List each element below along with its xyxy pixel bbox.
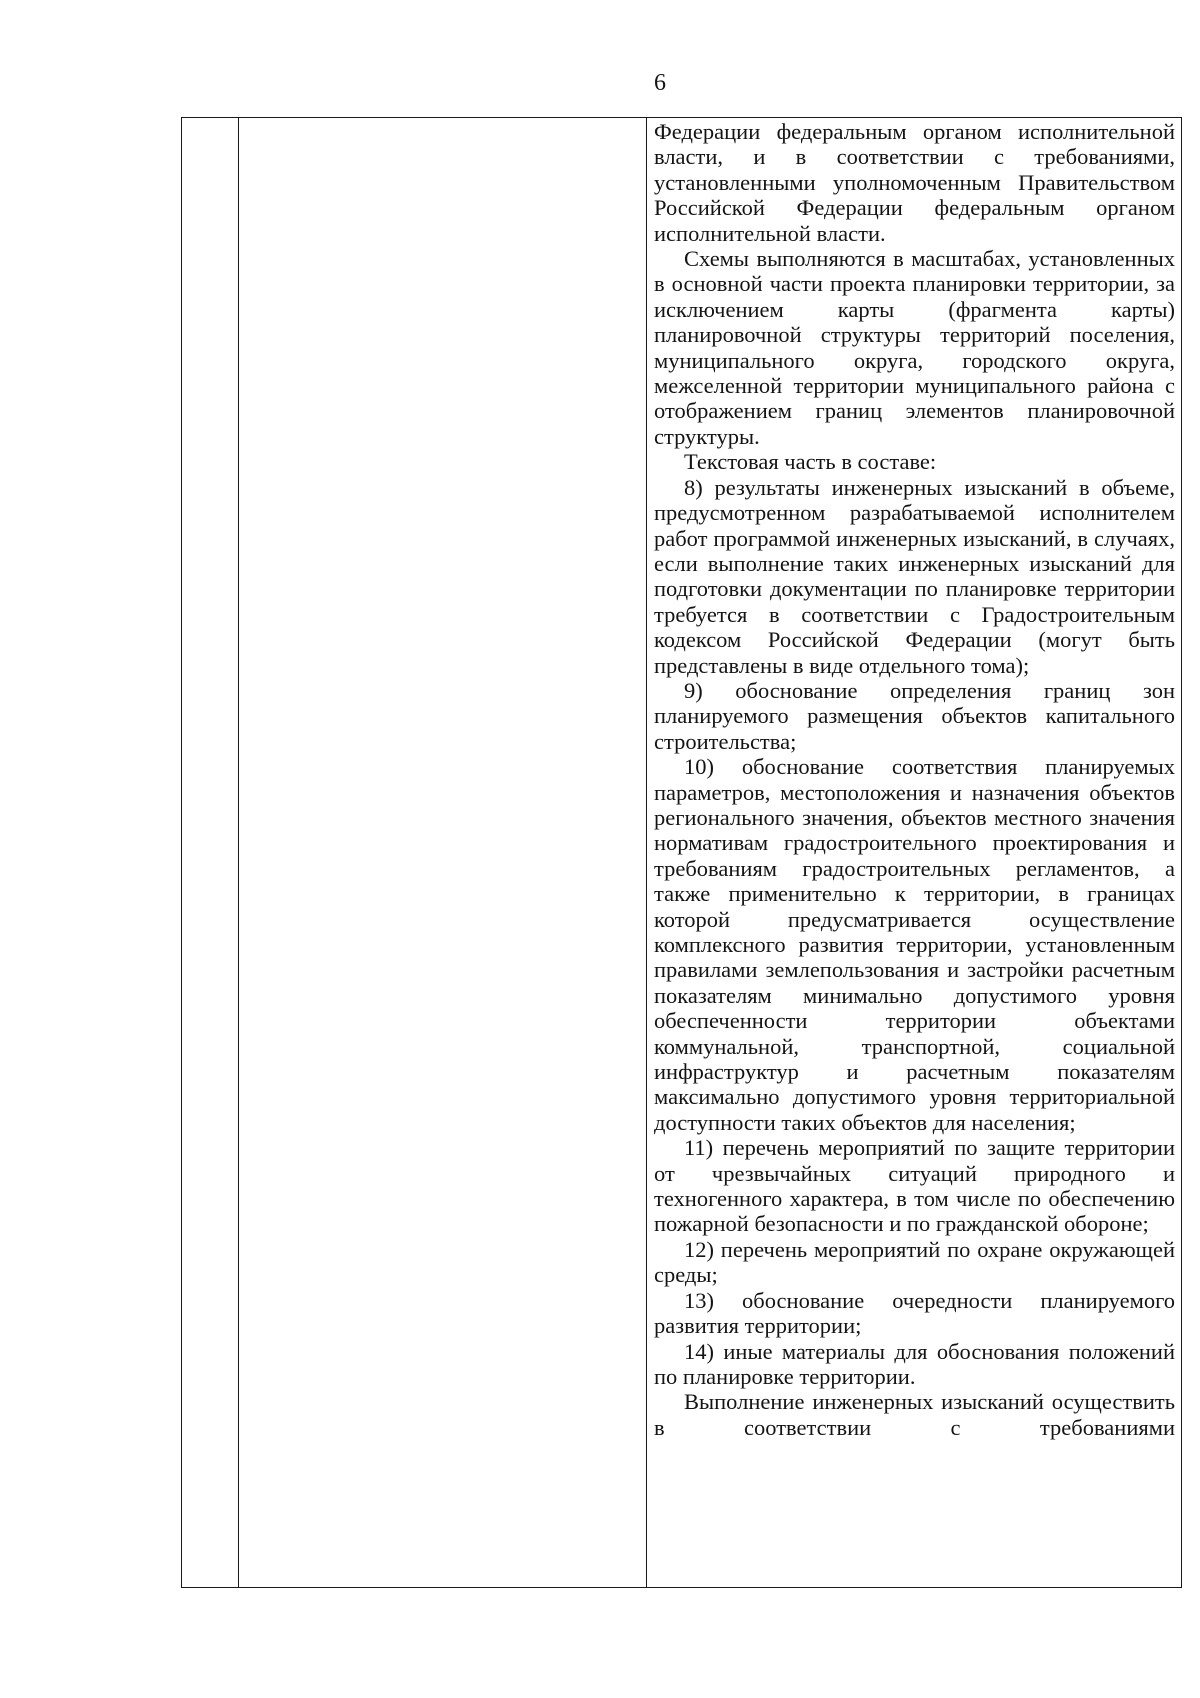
list-item: 13) обоснование очередности планируемого развития территории; <box>654 1287 1175 1339</box>
column-divider <box>238 118 239 1587</box>
list-item: 12) перечень мероприятий по охране окружающей среды; <box>654 1236 1175 1288</box>
requirements-table <box>181 117 1182 1588</box>
paragraph: Текстовая часть в составе: <box>684 449 937 475</box>
list-item: 14) иные материалы для обоснования положений по планировке территории. <box>654 1338 1175 1389</box>
page-number: 6 <box>654 70 666 96</box>
paragraph: Выполнение инженерных изысканий осуществить в соответствии с требованиями <box>654 1389 1175 1440</box>
list-item: 8) результаты инженерных изысканий в объеме, предусмотренном разрабатываемой исполнителем работ программой инженерных изысканий, в случаях, если выполнение таких инженерных изысканий для подготовки документации по планировке территории требуется в соответствии с Градостроительным кодексом Российской Федерации (могут быть представлены в виде отдельного тома); <box>654 474 1175 678</box>
list-item: 9) обоснование определения границ зон планируемого размещения объектов капитального строительства; <box>654 677 1175 754</box>
list-item: 10) обоснование соответствия планируемых параметров, местоположения и назначения объектов регионального значения, объектов местного значения нормативам градостроительного проектирования и требованиям градостроительных регламентов, а также применительно к территории, в границах которой предусматривается осуществление комплексного развития территории, установленным правилами землепользования и застройки расчетным показателям минимально допустимого уровня обеспеченности территории объектами коммунальной, транспортной, социальной инфраструктур и расчетным показателям максимально допустимого уровня территориальной доступности таких объектов для населения; <box>654 754 1175 1135</box>
paragraph: Федерации федеральным органом исполнительной власти, и в соответствии с требованиями, установленными уполномоченным Правительством Российской Федерации федеральным органом исполнительной власти. <box>654 119 1175 246</box>
list-item: 11) перечень мероприятий по защите территории от чрезвычайных ситуаций природного и техногенного характера, в том числе по обеспечению пожарной безопасности и по гражданской обороне; <box>654 1135 1175 1237</box>
requirements-cell <box>646 118 1181 1440</box>
paragraph: Схемы выполняются в масштабах, установленных в основной части проекта планировки территории, за исключением карты (фрагмента карты) планировочной структуры территорий поселения, муниципального округа, городского округа, межселенной территории муниципального района с отображением границ элементов планировочной структуры. <box>654 246 1175 449</box>
